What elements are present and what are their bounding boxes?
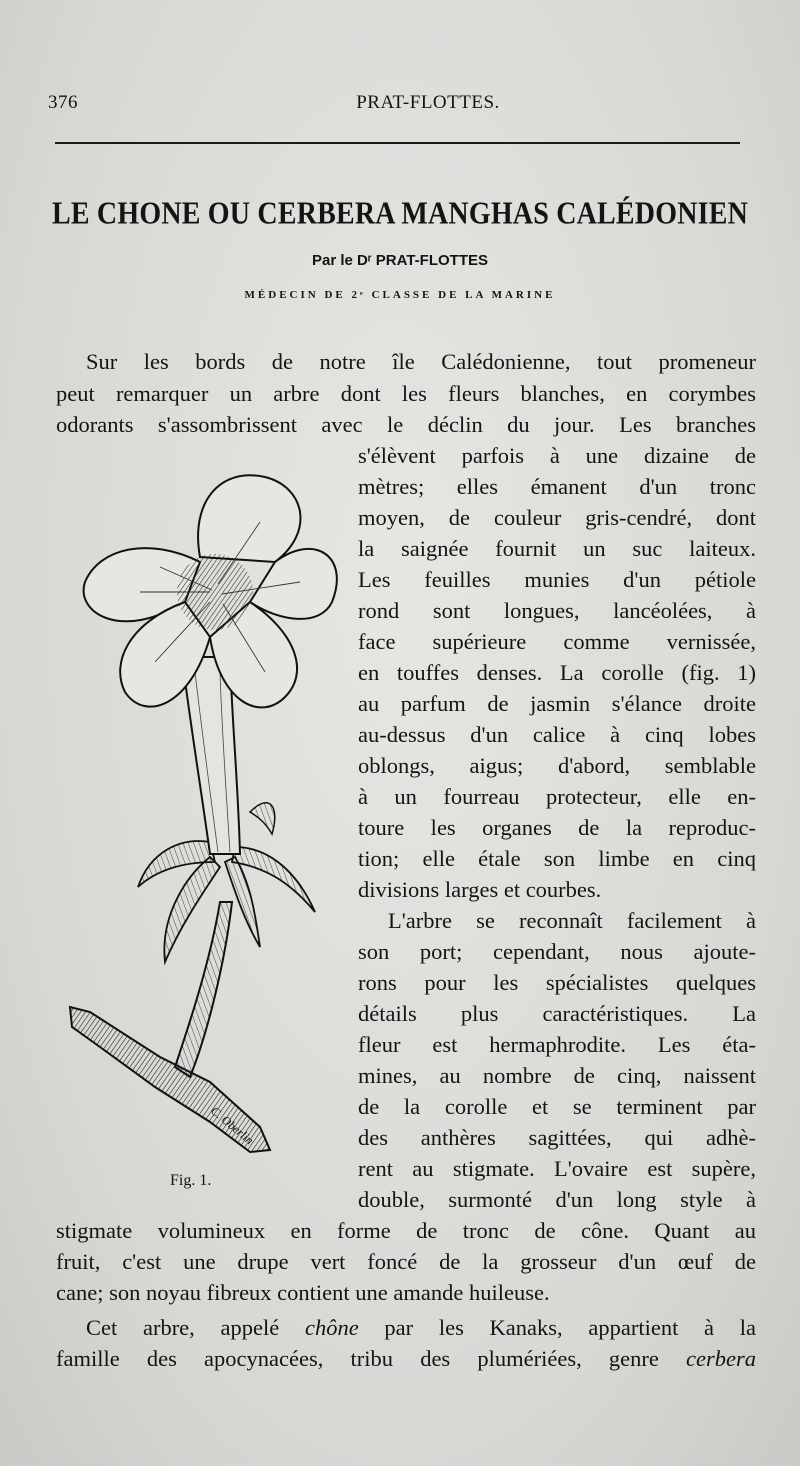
text-line: oblongs, aigus; d'abord, semblable bbox=[358, 753, 756, 778]
text-line: mètres; elles émanent d'un tronc bbox=[358, 474, 756, 499]
text-line: Sur les bords de notre île Calédonienne, tout promeneur bbox=[86, 349, 756, 374]
text-line: L'arbre se reconnaît facilement à bbox=[388, 908, 756, 933]
text-line: double, surmonté d'un long style à bbox=[358, 1187, 756, 1212]
text-line: détails plus caractéristiques. La bbox=[358, 1001, 756, 1026]
text-line: odorants s'assombrissent avec le déclin du jour. Les branches bbox=[56, 412, 756, 437]
text-line: stigmate volumineux en forme de tronc de cône. Quant au bbox=[56, 1218, 756, 1243]
text-line: au-dessus d'un calice à cinq lobes bbox=[358, 722, 756, 747]
text-line: tion; elle étale son limbe en cinq bbox=[358, 846, 756, 871]
svg-text:C. Oberlin: C. Oberlin bbox=[208, 1103, 257, 1148]
article-title: LE CHONE OU CERBERA MANGHAS CALÉDONIEN bbox=[51, 196, 749, 232]
text-line: la saignée fournit un suc laiteux. bbox=[358, 536, 756, 561]
cerbera-flower-engraving-icon bbox=[60, 462, 340, 1162]
text-line: cane; son noyau fibreux contient une amande huileuse. bbox=[56, 1280, 550, 1305]
text-line bbox=[56, 1343, 756, 1374]
text-span: par les Kanaks, appartient à la bbox=[358, 1315, 756, 1340]
header-rule bbox=[55, 142, 740, 144]
text-line: fruit, c'est une drupe vert foncé de la grosseur d'un œuf de bbox=[56, 1249, 756, 1274]
author-affiliation: MÉDECIN DE 2ᵉ CLASSE DE LA MARINE bbox=[244, 289, 556, 301]
text-line: en touffes denses. La corolle (fig. 1) bbox=[358, 660, 756, 685]
text-line: de la corolle et se terminent par bbox=[358, 1094, 756, 1119]
text-line: rent au stigmate. L'ovaire est supère, bbox=[358, 1156, 756, 1181]
text-span: Cet arbre, appelé bbox=[86, 1315, 305, 1340]
text-line: à un fourreau protecteur, elle en- bbox=[358, 784, 756, 809]
text-line: son port; cependant, nous ajoute- bbox=[358, 939, 756, 964]
running-title: PRAT-FLOTTES. bbox=[356, 92, 500, 113]
running-head bbox=[48, 92, 748, 122]
text-span: famille des apocynacées, tribu des plumériées, genre bbox=[56, 1346, 687, 1371]
text-line: des anthères sagittées, qui adhè- bbox=[358, 1125, 756, 1150]
text-line: au parfum de jasmin s'élance droite bbox=[358, 691, 756, 716]
text-line: rons pour les spécialistes quelques bbox=[358, 970, 756, 995]
text-line: Les feuilles munies d'un pétiole bbox=[358, 567, 756, 592]
text-line: toure les organes de la reproduc- bbox=[358, 815, 756, 840]
text-line: mines, au nombre de cinq, naissent bbox=[358, 1063, 756, 1088]
italic-term: cerbera bbox=[686, 1346, 756, 1371]
text-line bbox=[86, 1312, 756, 1343]
text-line: divisions larges et courbes. bbox=[358, 877, 602, 902]
article-byline: Par le Dʳ PRAT-FLOTTES bbox=[311, 252, 489, 269]
text-line: fleur est hermaphrodite. Les éta- bbox=[358, 1032, 756, 1057]
text-line: moyen, de couleur gris-cendré, dont bbox=[358, 505, 756, 530]
page-number: 376 bbox=[48, 92, 78, 113]
text-line: face supérieure comme vernissée, bbox=[358, 629, 756, 654]
figure-caption: Fig. 1. bbox=[170, 1172, 212, 1189]
text-line: rond sont longues, lancéolées, à bbox=[358, 598, 756, 623]
text-line: peut remarquer un arbre dont les fleurs blanches, en corymbes bbox=[56, 381, 756, 406]
italic-term: chône bbox=[304, 1315, 359, 1340]
text-line: s'élèvent parfois à une dizaine de bbox=[358, 443, 756, 468]
